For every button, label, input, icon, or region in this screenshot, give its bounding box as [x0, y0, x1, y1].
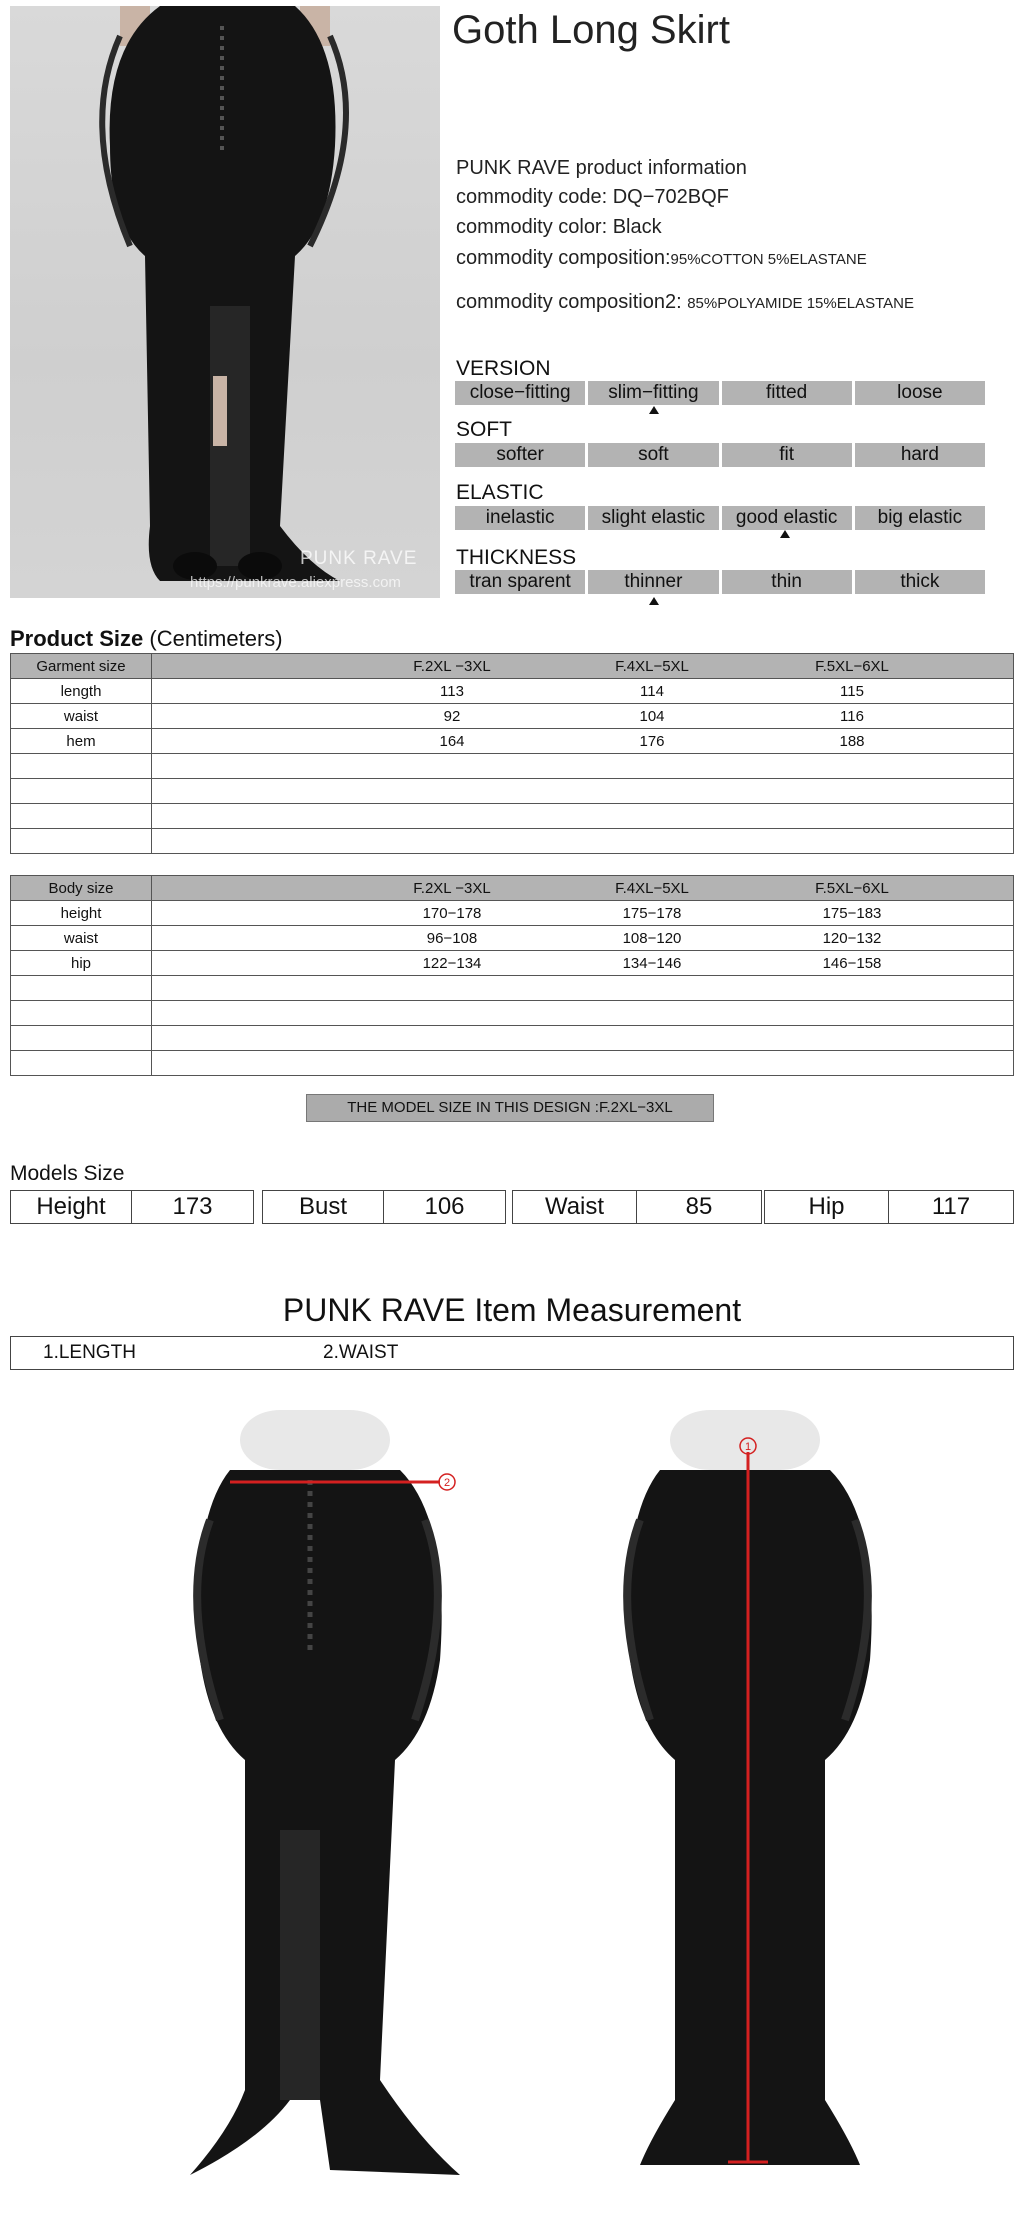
- cell: 146−158: [822, 954, 882, 972]
- measurement-item-length: 1.LENGTH: [43, 1342, 136, 1363]
- body-size-table: [10, 875, 1014, 1076]
- cell: 113: [440, 682, 464, 700]
- attr-option: fitted: [722, 381, 852, 405]
- model-waist-value: 85: [685, 1193, 713, 1220]
- row-label: length: [11, 679, 152, 704]
- attr-soft-scale: [455, 443, 985, 467]
- table-row: [11, 679, 1014, 704]
- table-header-row: [11, 876, 1014, 901]
- cell: 116: [840, 707, 864, 725]
- table-row-empty: [11, 804, 1014, 829]
- table-row-empty: [11, 754, 1014, 779]
- attr-option: loose: [855, 381, 985, 405]
- table-header-label: Garment size: [11, 654, 152, 679]
- attr-option: tran sparent: [455, 570, 585, 594]
- selection-marker-icon: [649, 597, 659, 605]
- table-row: [11, 729, 1014, 754]
- selection-marker-icon: [780, 530, 790, 538]
- table-row-empty: [11, 976, 1014, 1001]
- cell: 115: [840, 682, 864, 700]
- table-row-empty: [11, 829, 1014, 854]
- table-header-label: Body size: [11, 876, 152, 901]
- cell: 92: [443, 707, 461, 725]
- row-label: waist: [11, 926, 152, 951]
- model-bust-label: Bust: [263, 1191, 384, 1223]
- size-col: F.4XL−5XL: [615, 657, 689, 675]
- table-row: [11, 951, 1014, 976]
- attr-elastic-label: ELASTIC: [456, 481, 544, 504]
- cell: 176: [639, 732, 665, 750]
- table-row: [11, 901, 1014, 926]
- row-values: [152, 679, 1014, 704]
- watermark-brand: PUNK RAVE: [300, 548, 418, 569]
- size-col: F.5XL−6XL: [815, 879, 889, 897]
- row-values: [152, 951, 1014, 976]
- attr-option: hard: [855, 443, 985, 467]
- model-height-value: 173: [172, 1193, 213, 1220]
- table-header-sizes: [152, 876, 1014, 901]
- brand-line: PUNK RAVE product information: [456, 157, 747, 179]
- measurement-legend: [10, 1336, 1014, 1370]
- attr-option: thick: [855, 570, 985, 594]
- composition-value: 95%COTTON 5%ELASTANE: [670, 251, 867, 268]
- size-col: F.2XL −3XL: [413, 657, 491, 675]
- cell: 175−178: [622, 904, 682, 922]
- cell: 122−134: [422, 954, 482, 972]
- attr-thickness-scale: [455, 570, 985, 594]
- attr-option: close−fitting: [455, 381, 585, 405]
- row-label: hip: [11, 951, 152, 976]
- cell: 170−178: [422, 904, 482, 922]
- commodity-code: commodity code: DQ−702BQF: [456, 186, 729, 208]
- attr-option: slim−fitting: [588, 381, 718, 405]
- composition2-label: commodity composition2:: [456, 291, 682, 313]
- cell: 188: [839, 732, 865, 750]
- cell: 96−108: [426, 929, 478, 947]
- model-waist-label: Waist: [513, 1191, 637, 1223]
- product-photo: [10, 6, 440, 598]
- table-row-empty: [11, 1001, 1014, 1026]
- product-size-heading: [10, 626, 283, 652]
- attr-version-scale: [455, 381, 985, 405]
- attr-option: inelastic: [455, 506, 585, 530]
- cell: 164: [439, 732, 465, 750]
- cell: 108−120: [622, 929, 682, 947]
- attr-option: thin: [722, 570, 852, 594]
- product-size-unit: (Centimeters): [149, 626, 283, 651]
- model-size-note: THE MODEL SIZE IN THIS DESIGN :F.2XL−3XL: [306, 1094, 714, 1122]
- size-col: F.2XL −3XL: [413, 879, 491, 897]
- marker-2-label: 2: [443, 1477, 451, 1489]
- model-bust-value: 106: [424, 1193, 465, 1220]
- attr-option: softer: [455, 443, 585, 467]
- product-size-title: Product Size: [10, 626, 144, 651]
- table-row-empty: [11, 779, 1014, 804]
- attr-option: soft: [588, 443, 718, 467]
- row-label: hem: [11, 729, 152, 754]
- commodity-composition: [456, 247, 867, 270]
- attr-thickness-label: THICKNESS: [456, 546, 577, 569]
- table-header-sizes: [152, 654, 1014, 679]
- composition-label: commodity composition:: [456, 247, 671, 269]
- cell: 120−132: [822, 929, 882, 947]
- row-values: [152, 901, 1014, 926]
- model-waist: [512, 1190, 762, 1224]
- measurement-title: PUNK RAVE Item Measurement: [282, 1292, 742, 1328]
- commodity-composition2: [456, 291, 914, 314]
- model-hip: [764, 1190, 1014, 1224]
- product-title: Goth Long Skirt: [452, 8, 730, 52]
- garment-size-table: [10, 653, 1014, 854]
- row-label: height: [11, 901, 152, 926]
- model-height: [10, 1190, 254, 1224]
- attr-elastic-scale: [455, 506, 985, 530]
- selection-marker-icon: [649, 406, 659, 414]
- skirt-front-image: [170, 1400, 470, 2180]
- cell: 104: [639, 707, 665, 725]
- attr-option: slight elastic: [588, 506, 718, 530]
- attr-option: thinner: [588, 570, 718, 594]
- table-row-empty: [11, 1051, 1014, 1076]
- measurement-item-waist: 2.WAIST: [323, 1342, 399, 1363]
- model-hip-label: Hip: [765, 1191, 889, 1223]
- row-label: waist: [11, 704, 152, 729]
- attr-soft-label: SOFT: [456, 418, 512, 441]
- watermark-url: https://punkrave.aliexpress.com: [190, 574, 401, 591]
- size-col: F.4XL−5XL: [615, 879, 689, 897]
- attr-option: good elastic: [722, 506, 852, 530]
- row-values: [152, 729, 1014, 754]
- table-row-empty: [11, 1026, 1014, 1051]
- commodity-color: commodity color: Black: [456, 216, 662, 238]
- skirt-back-image: [600, 1400, 900, 2180]
- table-row: [11, 926, 1014, 951]
- model-height-label: Height: [11, 1191, 132, 1223]
- models-size-label: Models Size: [10, 1162, 125, 1185]
- attr-option: fit: [722, 443, 852, 467]
- cell: 134−146: [622, 954, 682, 972]
- row-values: [152, 926, 1014, 951]
- size-col: F.5XL−6XL: [815, 657, 889, 675]
- attr-option: big elastic: [855, 506, 985, 530]
- attr-version-label: VERSION: [456, 357, 551, 380]
- table-row: [11, 704, 1014, 729]
- model-hip-value: 117: [931, 1193, 971, 1220]
- cell: 175−183: [822, 904, 882, 922]
- table-header-row: [11, 654, 1014, 679]
- cell: 114: [640, 682, 664, 700]
- composition2-value: 85%POLYAMIDE 15%ELASTANE: [687, 295, 914, 312]
- row-values: [152, 704, 1014, 729]
- marker-1-label: 1: [744, 1441, 752, 1453]
- model-bust: [262, 1190, 506, 1224]
